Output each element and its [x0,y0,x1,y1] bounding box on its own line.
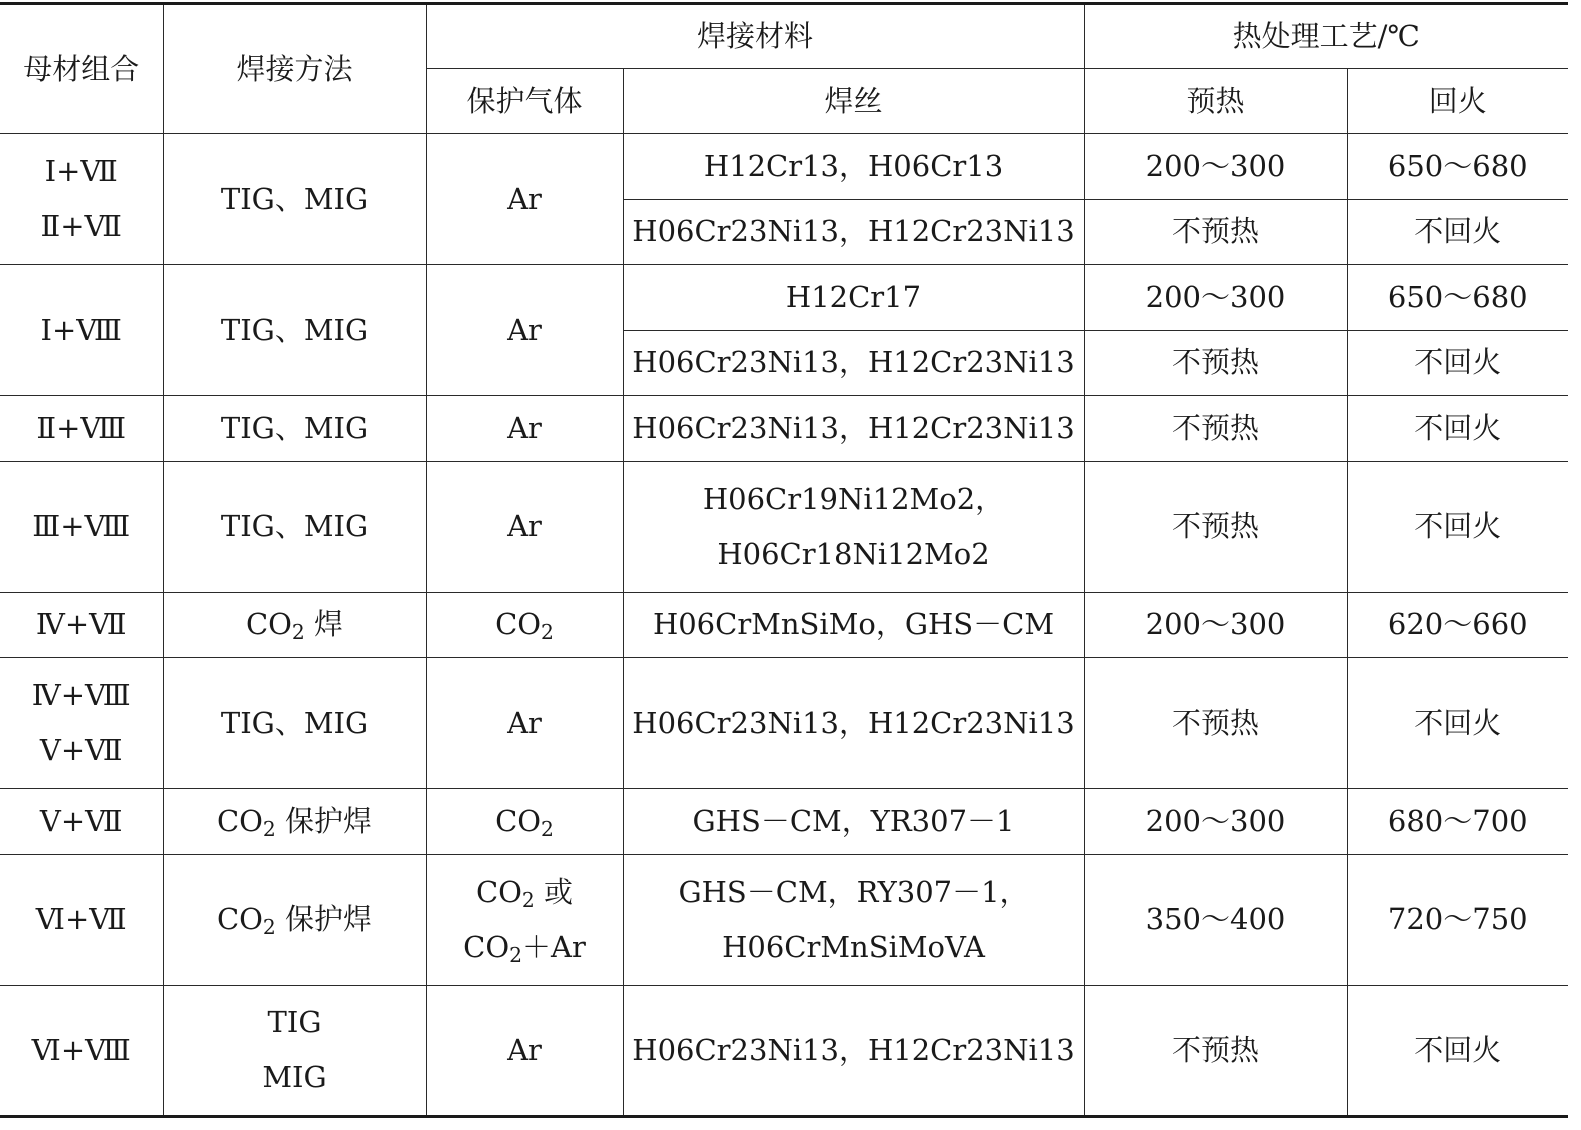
cell-method: TIG、MIG [163,461,426,592]
cell-wire: H06Cr23Ni13，H12Cr23Ni13 [623,658,1084,789]
cell-base-combo: Ⅳ+Ⅶ [0,592,163,658]
cell-temper: 不回火 [1347,396,1568,462]
gas-line [427,920,623,975]
cell-method: TIG、MIG [163,265,426,396]
cell-temper: 不回火 [1347,199,1568,265]
combo-line: Ⅱ+Ⅶ [40,209,122,243]
wire-line: H06CrMnSiMoVA [722,929,985,964]
cell-gas [426,789,623,855]
cell-wire: H06CrMnSiMo，GHS－CM [623,592,1084,658]
cell-base-combo [0,658,163,789]
cell-gas [426,592,623,658]
cell-preheat: 不预热 [1084,985,1347,1116]
gas-subscript: 2 [509,942,523,967]
cell-gas: Ar [426,985,623,1116]
header-row-1 [0,4,1568,69]
combo-line: Ⅰ+Ⅶ [44,154,118,188]
table-row [0,134,1568,200]
table-row [0,854,1568,985]
welding-parameters-table [0,2,1568,1118]
cell-base-combo [0,134,163,265]
cell-base-combo: Ⅰ+Ⅷ [0,265,163,396]
header-gas: 保护气体 [426,69,623,134]
method-suffix: 保护焊 [275,902,373,936]
table-row [0,658,1568,789]
cell-base-combo: Ⅵ+Ⅶ [0,854,163,985]
cell-gas: Ar [426,265,623,396]
cell-temper: 不回火 [1347,658,1568,789]
cell-gas [426,854,623,985]
combo-line: Ⅴ+Ⅶ [39,733,123,767]
cell-preheat: 350～400 [1084,854,1347,985]
gas-suffix: 或 [534,874,574,909]
method-line: MIG [262,1060,327,1094]
cell-temper: 720～750 [1347,854,1568,985]
header-preheat: 预热 [1084,69,1347,134]
method-suffix: 保护焊 [275,803,373,838]
cell-wire [623,461,1084,592]
method-subscript: 2 [262,915,276,940]
cell-base-combo: Ⅲ+Ⅷ [0,461,163,592]
cell-method: TIG、MIG [163,396,426,462]
method-subscript: 2 [291,620,305,645]
cell-method [163,592,426,658]
cell-wire: H06Cr23Ni13，H12Cr23Ni13 [623,330,1084,396]
cell-wire: GHS－CM，YR307－1 [623,789,1084,855]
cell-wire [623,854,1084,985]
cell-temper: 620～660 [1347,592,1568,658]
cell-gas: Ar [426,658,623,789]
header-materials: 焊接材料 [426,4,1084,69]
table-row [0,985,1568,1116]
wire-line: H06Cr19Ni12Mo2， [702,481,1005,516]
gas-co: CO [475,874,522,909]
gas-co: CO [495,607,542,642]
cell-wire: H06Cr23Ni13，H12Cr23Ni13 [623,199,1084,265]
method-suffix: 焊 [304,607,344,642]
cell-gas: Ar [426,461,623,592]
cell-preheat: 不预热 [1084,330,1347,396]
cell-preheat: 不预热 [1084,396,1347,462]
cell-temper: 650～680 [1347,265,1568,331]
cell-method: TIG、MIG [163,134,426,265]
cell-wire: H06Cr23Ni13，H12Cr23Ni13 [623,985,1084,1116]
cell-wire: H06Cr23Ni13，H12Cr23Ni13 [623,396,1084,462]
method-co: CO [216,803,263,838]
cell-wire: H12Cr13，H06Cr13 [623,134,1084,200]
cell-preheat: 200～300 [1084,789,1347,855]
cell-temper: 不回火 [1347,461,1568,592]
method-co: CO [216,902,263,936]
table-row [0,265,1568,331]
cell-method [163,985,426,1116]
cell-gas: Ar [426,396,623,462]
cell-temper: 680～700 [1347,789,1568,855]
combo-line: Ⅳ+Ⅷ [31,678,131,712]
gas-subscript: 2 [541,816,554,841]
cell-method: TIG、MIG [163,658,426,789]
cell-temper: 不回火 [1347,330,1568,396]
cell-gas: Ar [426,134,623,265]
cell-base-combo: Ⅱ+Ⅷ [0,396,163,462]
header-wire: 焊丝 [623,69,1084,134]
method-line: TIG [267,1005,322,1039]
gas-co: CO [495,803,542,838]
wire-line: GHS－CM，RY307－1， [678,874,1029,909]
method-subscript: 2 [262,816,276,841]
cell-preheat: 不预热 [1084,199,1347,265]
gas-subscript: 2 [541,620,554,645]
gas-co: CO [463,929,510,964]
cell-base-combo: Ⅵ+Ⅷ [0,985,163,1116]
table-row [0,461,1568,592]
cell-temper: 不回火 [1347,985,1568,1116]
cell-preheat: 不预热 [1084,658,1347,789]
cell-wire: H12Cr17 [623,265,1084,331]
gas-line [427,865,623,920]
gas-suffix: ＋Ar [522,929,586,964]
cell-base-combo: Ⅴ+Ⅶ [0,789,163,855]
cell-method [163,789,426,855]
header-method: 焊接方法 [163,4,426,134]
cell-temper: 650～680 [1347,134,1568,200]
header-heat-treatment: 热处理工艺/℃ [1084,4,1568,69]
table-row [0,789,1568,855]
table-row [0,396,1568,462]
wire-line: H06Cr18Ni12Mo2 [717,536,990,571]
gas-subscript: 2 [521,887,535,912]
cell-preheat: 200～300 [1084,134,1347,200]
table-row [0,592,1568,658]
method-co: CO [245,607,292,642]
cell-method [163,854,426,985]
cell-preheat: 200～300 [1084,592,1347,658]
header-base-combo: 母材组合 [0,4,163,134]
cell-preheat: 200～300 [1084,265,1347,331]
header-temper: 回火 [1347,69,1568,134]
cell-preheat: 不预热 [1084,461,1347,592]
